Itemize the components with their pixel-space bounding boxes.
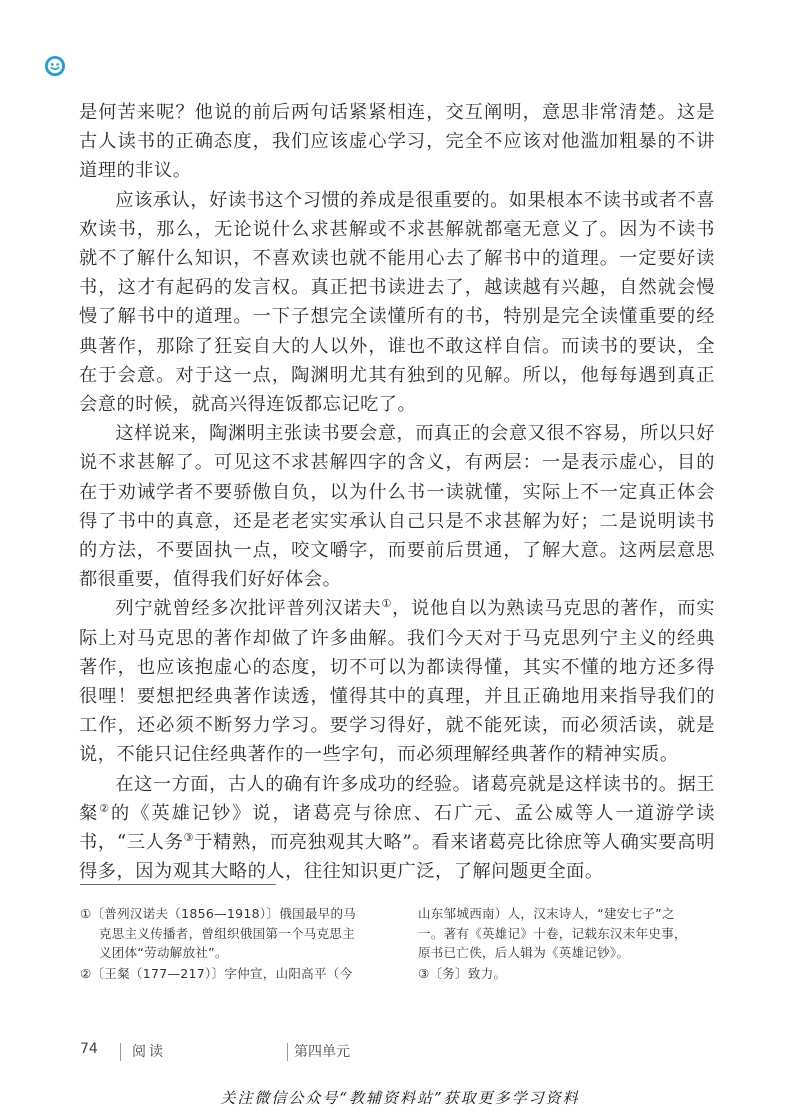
footnotes-right-column (418, 904, 698, 984)
paragraph-2: 应该承认，好读书这个习惯的养成是很重要的。如果根本不读书或者不喜欢读书，那么，无论说什么求甚解或不求甚解就都毫无意义了。因为不读书就不了解什么知识，不喜欢读也就不能用心去了解书中的道理。一定要好读书，这才有起码的发言权。真正把书读进去了，越读越有兴趣，自然就会慢慢了解书中的道理。一下子想完全读懂所有的书，特别是完全读懂重要的经典著作，那除了狂妄自大的人以外，谁也不敢这样自信。而读书的要诀，全在于会意。对于这一点，陶渊明尤其有独到的见解。所以，他每每遇到真正会意的时候，就高兴得连饭都忘记吃了。 (79, 189, 715, 416)
footnote-marker-1: ① (381, 597, 393, 611)
footnote-1: ①〔普列汉诺夫（1856—1918）〕俄国最早的马克思主义传播者，曾组织俄国第一个马克思主义团体“劳动解放社”。 (80, 906, 357, 960)
paragraph-5-text-b: 的《英雄记钞》说，诸葛亮与徐庶、石广元、孟公威等人一道游学读书，“三人务 (79, 802, 715, 854)
footnote-2: ②〔王粲（177—217）〕字仲宣，山阳高平（今 (80, 965, 353, 981)
paragraph-3: 这样说来，陶渊明主张读书要会意，而真正的会意又很不容易，所以只好说不求甚解了。可见这不求甚解四字的含义，有两层：一是表示虚心，目的在于劝诫学者不要骄傲自负，以为什么书一读就懂，实际上不一定真正体会得了书中的真意，还是老老实实承认自己只是不求甚解为好；二是说明读书的方法，不要固执一点，咬文嚼字，而要前后贯通，了解大意。这两层意思都很重要，值得我们好好体会。 (79, 423, 715, 591)
footnotes-left-column (80, 904, 360, 984)
promo-banner-text: 关注微信公众号“教辅资料站”获取更多学习资料 (220, 1089, 580, 1107)
footer-divider-1 (120, 1043, 121, 1061)
footer-section-label: 阅读 (132, 1044, 166, 1060)
article-body (79, 98, 715, 886)
page-number: 74 (80, 1041, 98, 1057)
footnote-marker-2: ② (99, 801, 112, 815)
footnote-divider (80, 884, 276, 885)
paragraph-5-text-a: 在这一方面，古人的确有许多成功的经验。诸葛亮就是这样读书的。据王粲 (79, 773, 715, 824)
footnote-3: ③〔务〕致力。 (418, 965, 507, 981)
footnote-2-continued: 山东邹城西南）人，汉末诗人，“建安七子”之一。著有《英雄记》十卷，记载东汉末年史事，原书已亡佚，后人辑为《英雄记钞》。 (418, 906, 687, 960)
footnote-marker-3: ③ (183, 831, 195, 845)
paragraph-4 (79, 594, 715, 769)
footer-divider-2 (287, 1043, 288, 1061)
paragraph-4-text-a: 列宁就曾经多次批评普列汉诺夫 (115, 598, 382, 620)
paragraph-5-text-c: 于精熟，而亮独观其大略”。看来诸葛亮比徐庶等人确实要高明得多，因为观其大略的人，往往知识更广泛，了解问题更全面。 (79, 832, 716, 883)
footer-unit-label: 第四单元 (294, 1044, 350, 1060)
paragraph-1: 是何苦来呢？他说的前后两句话紧紧相连，交互阐明，意思非常清楚。这是古人读书的正确态度，我们应该虚心学习，完全不应该对他滥加粗暴的不讲道理的非议。 (79, 102, 715, 182)
page-footer (80, 1041, 720, 1063)
paragraph-4-text-b: ，说他自以为熟读马克思的著作，而实际上对马克思的著作却做了许多曲解。我们今天对于马克思列宁主义的经典著作，也应该抱虚心的态度，切不可以为都读得懂，其实不懂的地方还多得很哩！要想把经典著作读透，懂得其中的真理，并且正确地用来指导我们的工作，还必须不断努力学习。要学习得好，就不能死读，而必须活读，就是说，不能只记住经典著作的一些字句，而必须理解经典著作的精神实质。 (79, 598, 716, 766)
smiley-face-icon (44, 55, 66, 77)
paragraph-5 (79, 770, 715, 887)
